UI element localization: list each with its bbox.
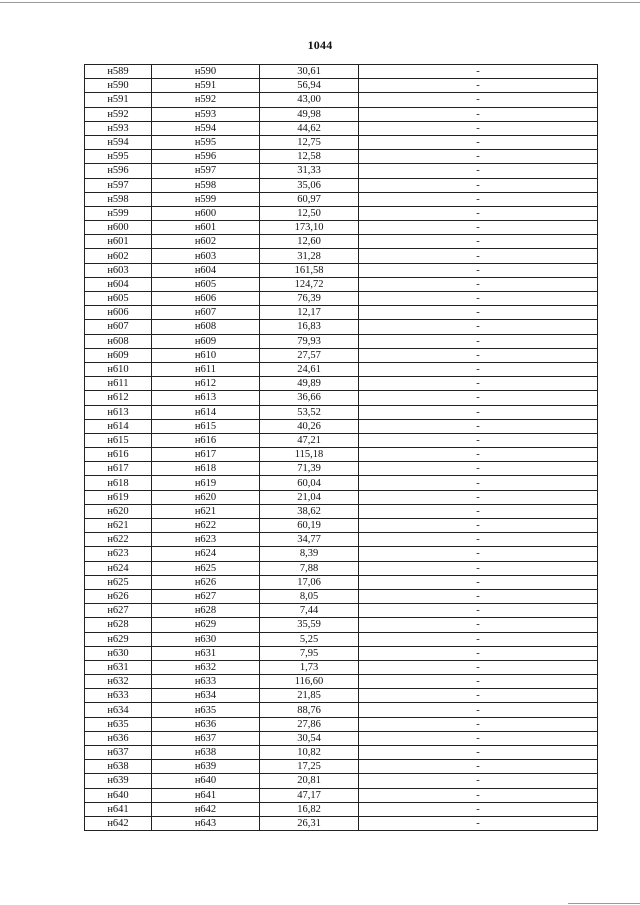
distance-cell: 17,06 xyxy=(260,575,359,589)
from-point-cell: н610 xyxy=(85,362,152,376)
table-row xyxy=(85,632,598,646)
to-point-cell: н592 xyxy=(152,93,260,107)
note-cell: - xyxy=(359,646,598,660)
from-point-cell: н596 xyxy=(85,164,152,178)
table-row xyxy=(85,405,598,419)
to-point-cell: н602 xyxy=(152,235,260,249)
to-point-cell: н616 xyxy=(152,433,260,447)
note-cell: - xyxy=(359,135,598,149)
distance-cell: 40,26 xyxy=(260,419,359,433)
distance-cell: 47,21 xyxy=(260,433,359,447)
from-point-cell: н603 xyxy=(85,263,152,277)
table-row xyxy=(85,235,598,249)
table-row xyxy=(85,320,598,334)
table-row xyxy=(85,391,598,405)
from-point-cell: н626 xyxy=(85,589,152,603)
distance-cell: 17,25 xyxy=(260,760,359,774)
distance-cell: 173,10 xyxy=(260,221,359,235)
to-point-cell: н607 xyxy=(152,306,260,320)
table-row xyxy=(85,746,598,760)
from-point-cell: н625 xyxy=(85,575,152,589)
to-point-cell: н635 xyxy=(152,703,260,717)
to-point-cell: н625 xyxy=(152,561,260,575)
to-point-cell: н608 xyxy=(152,320,260,334)
to-point-cell: н637 xyxy=(152,731,260,745)
to-point-cell: н613 xyxy=(152,391,260,405)
from-point-cell: н589 xyxy=(85,65,152,79)
note-cell: - xyxy=(359,575,598,589)
to-point-cell: н620 xyxy=(152,490,260,504)
to-point-cell: н593 xyxy=(152,107,260,121)
from-point-cell: н632 xyxy=(85,675,152,689)
from-point-cell: н604 xyxy=(85,277,152,291)
to-point-cell: н595 xyxy=(152,135,260,149)
table-row xyxy=(85,660,598,674)
distance-cell: 27,57 xyxy=(260,348,359,362)
note-cell: - xyxy=(359,79,598,93)
note-cell: - xyxy=(359,561,598,575)
distance-cell: 12,50 xyxy=(260,206,359,220)
to-point-cell: н599 xyxy=(152,192,260,206)
bottom-scan-edge xyxy=(568,903,640,904)
table-row xyxy=(85,561,598,575)
distance-cell: 34,77 xyxy=(260,533,359,547)
table-row xyxy=(85,433,598,447)
table-row xyxy=(85,150,598,164)
to-point-cell: н628 xyxy=(152,604,260,618)
to-point-cell: н643 xyxy=(152,816,260,830)
from-point-cell: н628 xyxy=(85,618,152,632)
distance-cell: 49,89 xyxy=(260,377,359,391)
top-scan-edge xyxy=(0,2,640,3)
note-cell: - xyxy=(359,533,598,547)
table-row xyxy=(85,377,598,391)
distance-cell: 12,17 xyxy=(260,306,359,320)
from-point-cell: н639 xyxy=(85,774,152,788)
distance-cell: 21,04 xyxy=(260,490,359,504)
distance-cell: 30,61 xyxy=(260,65,359,79)
distance-cell: 12,58 xyxy=(260,150,359,164)
to-point-cell: н622 xyxy=(152,519,260,533)
table-row xyxy=(85,65,598,79)
to-point-cell: н634 xyxy=(152,689,260,703)
distance-cell: 8,39 xyxy=(260,547,359,561)
from-point-cell: н606 xyxy=(85,306,152,320)
from-point-cell: н622 xyxy=(85,533,152,547)
table-row xyxy=(85,419,598,433)
table-row xyxy=(85,774,598,788)
to-point-cell: н603 xyxy=(152,249,260,263)
distance-cell: 35,59 xyxy=(260,618,359,632)
to-point-cell: н640 xyxy=(152,774,260,788)
table-row xyxy=(85,802,598,816)
from-point-cell: н634 xyxy=(85,703,152,717)
distance-cell: 44,62 xyxy=(260,121,359,135)
note-cell: - xyxy=(359,377,598,391)
to-point-cell: н641 xyxy=(152,788,260,802)
note-cell: - xyxy=(359,476,598,490)
to-point-cell: н617 xyxy=(152,448,260,462)
note-cell: - xyxy=(359,206,598,220)
to-point-cell: н601 xyxy=(152,221,260,235)
note-cell: - xyxy=(359,774,598,788)
note-cell: - xyxy=(359,675,598,689)
note-cell: - xyxy=(359,717,598,731)
from-point-cell: н630 xyxy=(85,646,152,660)
from-point-cell: н621 xyxy=(85,519,152,533)
note-cell: - xyxy=(359,462,598,476)
distance-cell: 43,00 xyxy=(260,93,359,107)
table-row xyxy=(85,533,598,547)
note-cell: - xyxy=(359,618,598,632)
note-cell: - xyxy=(359,93,598,107)
distance-cell: 21,85 xyxy=(260,689,359,703)
table-body xyxy=(85,65,598,831)
from-point-cell: н623 xyxy=(85,547,152,561)
distance-cell: 24,61 xyxy=(260,362,359,376)
note-cell: - xyxy=(359,419,598,433)
from-point-cell: н635 xyxy=(85,717,152,731)
distance-cell: 1,73 xyxy=(260,660,359,674)
to-point-cell: н630 xyxy=(152,632,260,646)
to-point-cell: н615 xyxy=(152,419,260,433)
from-point-cell: н640 xyxy=(85,788,152,802)
from-point-cell: н619 xyxy=(85,490,152,504)
to-point-cell: н639 xyxy=(152,760,260,774)
distance-cell: 79,93 xyxy=(260,334,359,348)
note-cell: - xyxy=(359,306,598,320)
from-point-cell: н627 xyxy=(85,604,152,618)
to-point-cell: н610 xyxy=(152,348,260,362)
note-cell: - xyxy=(359,816,598,830)
from-point-cell: н641 xyxy=(85,802,152,816)
distance-cell: 116,60 xyxy=(260,675,359,689)
from-point-cell: н597 xyxy=(85,178,152,192)
to-point-cell: н633 xyxy=(152,675,260,689)
from-point-cell: н608 xyxy=(85,334,152,348)
note-cell: - xyxy=(359,448,598,462)
to-point-cell: н624 xyxy=(152,547,260,561)
from-point-cell: н615 xyxy=(85,433,152,447)
from-point-cell: н638 xyxy=(85,760,152,774)
note-cell: - xyxy=(359,348,598,362)
distance-cell: 115,18 xyxy=(260,448,359,462)
table-row xyxy=(85,519,598,533)
to-point-cell: н642 xyxy=(152,802,260,816)
to-point-cell: н623 xyxy=(152,533,260,547)
table-row xyxy=(85,164,598,178)
to-point-cell: н609 xyxy=(152,334,260,348)
from-point-cell: н631 xyxy=(85,660,152,674)
distance-cell: 7,88 xyxy=(260,561,359,575)
from-point-cell: н614 xyxy=(85,419,152,433)
note-cell: - xyxy=(359,192,598,206)
distance-cell: 16,82 xyxy=(260,802,359,816)
distance-cell: 12,60 xyxy=(260,235,359,249)
table-row xyxy=(85,448,598,462)
from-point-cell: н600 xyxy=(85,221,152,235)
note-cell: - xyxy=(359,65,598,79)
table-row xyxy=(85,788,598,802)
table-row xyxy=(85,589,598,603)
table-row xyxy=(85,547,598,561)
boundary-segments-table xyxy=(84,64,598,831)
distance-cell: 47,17 xyxy=(260,788,359,802)
table-row xyxy=(85,646,598,660)
table-row xyxy=(85,717,598,731)
note-cell: - xyxy=(359,802,598,816)
table-row xyxy=(85,206,598,220)
table-row xyxy=(85,79,598,93)
note-cell: - xyxy=(359,689,598,703)
distance-cell: 8,05 xyxy=(260,589,359,603)
note-cell: - xyxy=(359,731,598,745)
note-cell: - xyxy=(359,405,598,419)
from-point-cell: н612 xyxy=(85,391,152,405)
to-point-cell: н631 xyxy=(152,646,260,660)
note-cell: - xyxy=(359,703,598,717)
from-point-cell: н637 xyxy=(85,746,152,760)
table-row xyxy=(85,348,598,362)
note-cell: - xyxy=(359,604,598,618)
from-point-cell: н593 xyxy=(85,121,152,135)
note-cell: - xyxy=(359,504,598,518)
to-point-cell: н597 xyxy=(152,164,260,178)
distance-cell: 60,04 xyxy=(260,476,359,490)
note-cell: - xyxy=(359,788,598,802)
note-cell: - xyxy=(359,746,598,760)
from-point-cell: н633 xyxy=(85,689,152,703)
from-point-cell: н636 xyxy=(85,731,152,745)
note-cell: - xyxy=(359,263,598,277)
to-point-cell: н621 xyxy=(152,504,260,518)
to-point-cell: н605 xyxy=(152,277,260,291)
distance-cell: 7,95 xyxy=(260,646,359,660)
distance-cell: 161,58 xyxy=(260,263,359,277)
table-row xyxy=(85,277,598,291)
from-point-cell: н642 xyxy=(85,816,152,830)
distance-cell: 88,76 xyxy=(260,703,359,717)
distance-cell: 26,31 xyxy=(260,816,359,830)
distance-cell: 31,33 xyxy=(260,164,359,178)
to-point-cell: н612 xyxy=(152,377,260,391)
note-cell: - xyxy=(359,164,598,178)
table-row xyxy=(85,504,598,518)
note-cell: - xyxy=(359,589,598,603)
note-cell: - xyxy=(359,249,598,263)
to-point-cell: н611 xyxy=(152,362,260,376)
distance-cell: 12,75 xyxy=(260,135,359,149)
distance-cell: 10,82 xyxy=(260,746,359,760)
to-point-cell: н591 xyxy=(152,79,260,93)
to-point-cell: н590 xyxy=(152,65,260,79)
from-point-cell: н601 xyxy=(85,235,152,249)
table-row xyxy=(85,107,598,121)
note-cell: - xyxy=(359,490,598,504)
distance-cell: 124,72 xyxy=(260,277,359,291)
from-point-cell: н599 xyxy=(85,206,152,220)
table-row xyxy=(85,292,598,306)
table-row xyxy=(85,703,598,717)
distance-cell: 35,06 xyxy=(260,178,359,192)
note-cell: - xyxy=(359,334,598,348)
table-row xyxy=(85,816,598,830)
note-cell: - xyxy=(359,292,598,306)
note-cell: - xyxy=(359,760,598,774)
from-point-cell: н611 xyxy=(85,377,152,391)
from-point-cell: н609 xyxy=(85,348,152,362)
distance-cell: 20,81 xyxy=(260,774,359,788)
from-point-cell: н598 xyxy=(85,192,152,206)
table-row xyxy=(85,306,598,320)
table-row xyxy=(85,731,598,745)
to-point-cell: н638 xyxy=(152,746,260,760)
note-cell: - xyxy=(359,519,598,533)
distance-cell: 56,94 xyxy=(260,79,359,93)
from-point-cell: н602 xyxy=(85,249,152,263)
table-row xyxy=(85,263,598,277)
note-cell: - xyxy=(359,121,598,135)
from-point-cell: н594 xyxy=(85,135,152,149)
to-point-cell: н614 xyxy=(152,405,260,419)
from-point-cell: н592 xyxy=(85,107,152,121)
note-cell: - xyxy=(359,391,598,405)
note-cell: - xyxy=(359,320,598,334)
table-row xyxy=(85,135,598,149)
table-row xyxy=(85,93,598,107)
table-row xyxy=(85,192,598,206)
to-point-cell: н626 xyxy=(152,575,260,589)
table-row xyxy=(85,462,598,476)
table-row xyxy=(85,362,598,376)
table-row xyxy=(85,249,598,263)
to-point-cell: н604 xyxy=(152,263,260,277)
from-point-cell: н607 xyxy=(85,320,152,334)
distance-cell: 49,98 xyxy=(260,107,359,121)
to-point-cell: н600 xyxy=(152,206,260,220)
from-point-cell: н595 xyxy=(85,150,152,164)
to-point-cell: н627 xyxy=(152,589,260,603)
table-row xyxy=(85,334,598,348)
distance-cell: 36,66 xyxy=(260,391,359,405)
table-row xyxy=(85,675,598,689)
to-point-cell: н594 xyxy=(152,121,260,135)
table-row xyxy=(85,221,598,235)
distance-cell: 31,28 xyxy=(260,249,359,263)
note-cell: - xyxy=(359,221,598,235)
from-point-cell: н629 xyxy=(85,632,152,646)
note-cell: - xyxy=(359,107,598,121)
distance-cell: 60,19 xyxy=(260,519,359,533)
from-point-cell: н591 xyxy=(85,93,152,107)
table-row xyxy=(85,476,598,490)
from-point-cell: н617 xyxy=(85,462,152,476)
distance-cell: 16,83 xyxy=(260,320,359,334)
distance-cell: 53,52 xyxy=(260,405,359,419)
from-point-cell: н616 xyxy=(85,448,152,462)
to-point-cell: н619 xyxy=(152,476,260,490)
table-row xyxy=(85,689,598,703)
from-point-cell: н590 xyxy=(85,79,152,93)
note-cell: - xyxy=(359,150,598,164)
to-point-cell: н596 xyxy=(152,150,260,164)
distance-cell: 27,86 xyxy=(260,717,359,731)
to-point-cell: н629 xyxy=(152,618,260,632)
distance-cell: 7,44 xyxy=(260,604,359,618)
table-row xyxy=(85,618,598,632)
from-point-cell: н613 xyxy=(85,405,152,419)
table-row xyxy=(85,121,598,135)
table-row xyxy=(85,575,598,589)
from-point-cell: н605 xyxy=(85,292,152,306)
to-point-cell: н618 xyxy=(152,462,260,476)
note-cell: - xyxy=(359,277,598,291)
distance-cell: 38,62 xyxy=(260,504,359,518)
table-row xyxy=(85,490,598,504)
distance-cell: 5,25 xyxy=(260,632,359,646)
to-point-cell: н636 xyxy=(152,717,260,731)
to-point-cell: н606 xyxy=(152,292,260,306)
table-row xyxy=(85,178,598,192)
note-cell: - xyxy=(359,660,598,674)
note-cell: - xyxy=(359,178,598,192)
table-row xyxy=(85,604,598,618)
distance-cell: 71,39 xyxy=(260,462,359,476)
distance-cell: 76,39 xyxy=(260,292,359,306)
from-point-cell: н618 xyxy=(85,476,152,490)
note-cell: - xyxy=(359,235,598,249)
note-cell: - xyxy=(359,547,598,561)
to-point-cell: н632 xyxy=(152,660,260,674)
to-point-cell: н598 xyxy=(152,178,260,192)
note-cell: - xyxy=(359,362,598,376)
note-cell: - xyxy=(359,433,598,447)
distance-cell: 30,54 xyxy=(260,731,359,745)
distance-cell: 60,97 xyxy=(260,192,359,206)
table-row xyxy=(85,760,598,774)
from-point-cell: н620 xyxy=(85,504,152,518)
note-cell: - xyxy=(359,632,598,646)
from-point-cell: н624 xyxy=(85,561,152,575)
page-number: 1044 xyxy=(307,38,333,52)
